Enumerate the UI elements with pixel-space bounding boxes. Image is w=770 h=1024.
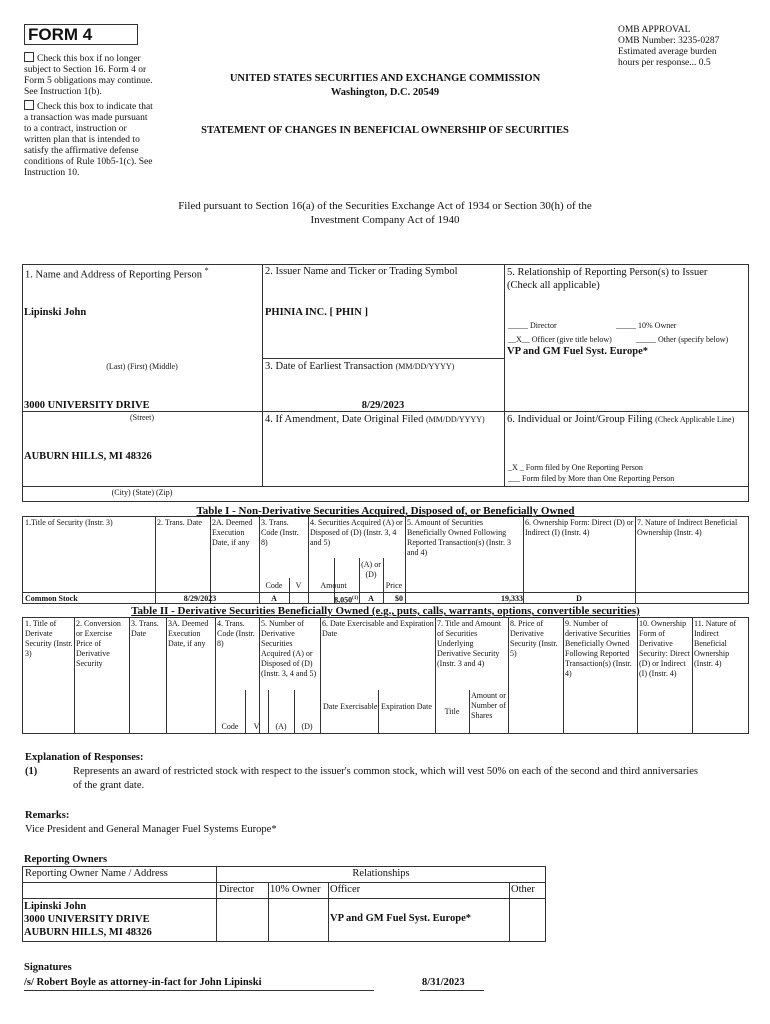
- t2-h11: 11. Nature of Indirect Beneficial Ownership (Instr. 4): [694, 619, 737, 668]
- box4-label: [265, 414, 485, 425]
- multi-person-filing-checkbox[interactable]: ___ Form filed by More than One Reporting Person: [508, 474, 675, 483]
- t1-row-date: 8/29/2023: [183, 594, 217, 603]
- t2-sub-title-label: Title: [444, 707, 460, 716]
- t1-col-5: [405, 516, 406, 604]
- t2-h3: 3. Trans. Date: [131, 619, 159, 638]
- signature-date-line: [420, 990, 484, 991]
- agency-name: UNITED STATES SECURITIES AND EXCHANGE COMMISSION: [229, 73, 541, 84]
- filed-pursuant-line-2: Investment Company Act of 1940: [310, 214, 460, 226]
- ro-col-4: [509, 882, 510, 942]
- t2-sub-a-label: (A): [275, 722, 287, 731]
- t2-col-4: [215, 617, 216, 734]
- t1-sub-aord-label: (A) or (D): [361, 560, 381, 579]
- explanation-text-1: Represents an award of restricted stock with respect to the issuer's common stock, which will vest 50% on each of the second and third anniversaries: [73, 766, 699, 777]
- no-longer-subject-checkbox-text: [24, 52, 154, 98]
- t1-h6: 6. Ownership Form: Direct (D) or Indirect (I) (Instr. 4): [525, 518, 634, 537]
- t1-h5: 5. Amount of Securities Beneficially Owned Following Reported Transaction(s) (Instr. 3 and 4): [407, 518, 511, 557]
- ro-col-director: Director: [219, 884, 254, 895]
- agency-location: Washington, D.C. 20549: [330, 87, 440, 98]
- ro-col-relationships: Relationships: [352, 868, 410, 879]
- ro-col-officer: Officer: [330, 884, 361, 895]
- ro-col-other: Other: [511, 884, 535, 895]
- box6-label-text: 6. Individual or Joint/Group Filing: [507, 414, 653, 425]
- other-checkbox[interactable]: _____ Other (specify below): [636, 335, 729, 344]
- omb-line-3: Estimated average burden: [618, 47, 717, 57]
- rule-10b5-checkbox-text: [24, 100, 154, 179]
- officer-checkbox[interactable]: __X__ Officer (give title below): [508, 335, 612, 344]
- t2-h9: 9. Number of derivative Securities Beneficially Owned Following Reported Transaction(s) (Instr. 4): [565, 619, 632, 678]
- grid-divider-2: [504, 264, 505, 486]
- omb-line-4: hours per response... 0.5: [618, 58, 711, 68]
- t1-h4: 4. Securities Acquired (A) or Disposed of (D) (Instr. 3, 4 and 5): [310, 518, 403, 547]
- reporting-person-name: Lipinski John: [24, 307, 87, 318]
- t1-col-1: [155, 516, 156, 604]
- t1-row-divider: [22, 592, 749, 593]
- explanation-heading: Explanation of Responses:: [25, 752, 144, 763]
- omb-approval: [618, 25, 758, 69]
- box1-mark: *: [204, 266, 209, 275]
- t2-h7: 7. Title and Amount of Securities Underlying Derivative Security (Instr. 3 and 4): [437, 619, 502, 668]
- one-person-filing-checkbox[interactable]: _X _ Form filed by One Reporting Person: [508, 463, 643, 472]
- t1-row-amount-value: 8,050: [334, 595, 353, 605]
- form-title: FORM 4: [28, 25, 93, 44]
- ro-owner-street: 3000 UNIVERSITY DRIVE: [24, 914, 150, 925]
- t2-sub-v-label: V: [253, 722, 260, 731]
- box3-format: (MM/DD/YYYY): [395, 362, 455, 371]
- t1-col-7: [635, 516, 636, 604]
- officer-title: VP and GM Fuel Syst. Europe*: [507, 346, 648, 357]
- reporting-person-city: AUBURN HILLS, MI 48326: [24, 451, 152, 462]
- t2-h8: 8. Price of Derivative Security (Instr. 5): [510, 619, 558, 658]
- t1-row-form: D: [576, 594, 582, 603]
- t2-col-6: [320, 617, 321, 734]
- box6-sub: (Check Applicable Line): [655, 415, 735, 424]
- t1-col-2: [210, 516, 211, 604]
- t2-col-9: [563, 617, 564, 734]
- ro-owner-address: [24, 900, 152, 939]
- ten-percent-owner-checkbox[interactable]: _____ 10% Owner: [616, 321, 677, 330]
- check2-label: Check this box to indicate that a transaction was made pursuant to a contract, instruction or written plan that is intended to satisfy the affirmative defense conditions of Rule 10b5-1(c). See Instruction 10.: [24, 102, 153, 178]
- t2-sub-d-label: (D): [301, 722, 313, 731]
- t2-h10: 10. Ownership Form of Derivative Security: Direct (D) or Indirect (I) (Instr. 4): [639, 619, 690, 678]
- t2-col-5: [259, 617, 260, 734]
- t1-row-price: $0: [395, 594, 403, 603]
- box1-label: [25, 266, 209, 281]
- street-label: (Street): [130, 413, 154, 422]
- t1-row-owned: 19,333: [501, 594, 523, 603]
- t1-h2a: 2A. Deemed Execution Date, if any: [212, 518, 253, 547]
- t2-col-10: [637, 617, 638, 734]
- grid-line-box4: [262, 411, 749, 412]
- ro-line-1: [22, 882, 546, 883]
- t2-col-3: [166, 617, 167, 734]
- ro-owner-name: Lipinski John: [24, 901, 87, 912]
- table1-title: Table I - Non-Derivative Securities Acquired, Disposed of, or Beneficially Owned: [196, 505, 575, 517]
- t2-sub-exp: [378, 690, 379, 734]
- t1-h7: 7. Nature of Indirect Beneficial Ownership (Instr. 4): [637, 518, 738, 537]
- t1-sub-v-label: V: [295, 581, 302, 590]
- signature-line: [24, 990, 374, 991]
- t2-sub-amount-label: Amount or Number of Shares: [471, 691, 506, 720]
- table2-title: Table II - Derivative Securities Beneficially Owned (e.g., puts, calls, warrants, options, convertible securities): [131, 605, 640, 617]
- box5-label: [507, 266, 747, 292]
- check1-label: Check this box if no longer subject to Section 16. Form 4 or Form 5 obligations may continue. See Instruction 1(b).: [24, 54, 153, 97]
- signatures-heading: Signatures: [24, 962, 72, 973]
- t2-sub-title: [469, 690, 470, 734]
- t1-row-code: A: [271, 594, 277, 603]
- t2-h1: 1. Title of Derivate Security (Instr. 3): [25, 619, 73, 658]
- t1-h1: 1.Title of Security (Instr. 3): [25, 518, 113, 527]
- name-parts-label: (Last) (First) (Middle): [106, 362, 178, 371]
- explanation-text-2: of the grant date.: [73, 780, 145, 791]
- box4-label-text: 4. If Amendment, Date Original Filed: [265, 414, 424, 425]
- box3-label-text: 3. Date of Earliest Transaction: [265, 361, 394, 372]
- box2-label: 2. Issuer Name and Ticker or Trading Symbol: [265, 266, 458, 277]
- t2-col-2: [129, 617, 130, 734]
- box6-label: [507, 414, 747, 426]
- t1-sub-price-label: Price: [385, 581, 403, 590]
- signature-date: 8/31/2023: [422, 977, 465, 988]
- t2-h3a: 3A. Deemed Execution Date, if any: [168, 619, 209, 648]
- t2-col-11: [692, 617, 693, 734]
- statement-title: STATEMENT OF CHANGES IN BENEFICIAL OWNERSHIP OF SECURITIES: [201, 125, 569, 136]
- t2-col-8: [508, 617, 509, 734]
- omb-line-2: OMB Number: 3235-0287: [618, 36, 720, 46]
- ro-officer-title: VP and GM Fuel Syst. Europe*: [330, 913, 471, 924]
- city-label: (City) (State) (Zip): [111, 488, 173, 497]
- earliest-transaction-date: 8/29/2023: [361, 400, 405, 411]
- t1-row-amount: [308, 594, 358, 606]
- t1-sub-amount-label: Amount: [320, 581, 347, 590]
- box5-label-text: 5. Relationship of Reporting Person(s) to Issuer: [507, 267, 708, 278]
- filed-pursuant-line-1: Filed pursuant to Section 16(a) of the Securities Exchange Act of 1934 or Section 30(h) of the: [178, 200, 592, 212]
- t2-sub-code-label: Code: [221, 722, 239, 731]
- t1-h2: 2. Trans. Date: [157, 518, 202, 527]
- t1-row-security: Common Stock: [25, 594, 78, 603]
- rule-10b5-checkbox[interactable]: [24, 100, 34, 110]
- reporting-person-street: 3000 UNIVERSITY DRIVE: [24, 400, 150, 411]
- director-checkbox[interactable]: _____ Director: [508, 321, 557, 330]
- box1-label-text: 1. Name and Address of Reporting Person: [25, 269, 203, 281]
- box5-sub: (Check all applicable): [507, 280, 600, 291]
- ro-col-2: [268, 882, 269, 942]
- remarks-heading: Remarks:: [25, 810, 70, 821]
- ro-col-3: [328, 882, 329, 942]
- grid-divider-1: [262, 264, 263, 486]
- t1-row-footnote: (1): [352, 596, 358, 601]
- remarks-text: Vice President and General Manager Fuel Systems Europe*: [25, 824, 277, 835]
- no-longer-subject-checkbox[interactable]: [24, 52, 34, 62]
- t1-row-aord: A: [368, 594, 374, 603]
- t2-h5: 5. Number of Derivative Securities Acquired (A) or Disposed of (D) (Instr. 3, 4 and 5): [261, 619, 317, 678]
- box3-label: [265, 361, 454, 372]
- t1-h3: 3. Trans. Code (Instr. 8): [261, 518, 299, 547]
- grid-line-bottom: [22, 486, 749, 487]
- reporting-owners-heading: Reporting Owners: [24, 854, 108, 865]
- t2-h4: 4. Trans. Code (Instr. 8): [217, 619, 255, 648]
- t2-col-1: [74, 617, 75, 734]
- ro-line-2: [22, 898, 546, 899]
- omb-line-1: OMB APPROVAL: [618, 25, 691, 35]
- t2-sub-expiration-label: Expiration Date: [381, 702, 432, 711]
- explanation-footnote-number: (1): [25, 766, 38, 777]
- ro-col-ten-percent: 10% Owner: [270, 884, 321, 895]
- issuer-name: PHINIA INC. [ PHIN ]: [265, 307, 368, 318]
- t2-h2: 2. Conversion or Exercise Price of Derivative Security: [76, 619, 121, 668]
- t2-sub-exercisable-label: Date Exercisable: [323, 702, 378, 711]
- ro-col-name: Reporting Owner Name / Address: [25, 868, 168, 879]
- ro-owner-city: AUBURN HILLS, MI 48326: [24, 927, 152, 938]
- t1-sub-code: Code: [265, 581, 283, 590]
- grid-line-street: [22, 411, 262, 412]
- signer-name: /s/ Robert Boyle as attorney-in-fact for John Lipinski: [24, 977, 262, 988]
- t1-col-6: [523, 516, 524, 604]
- box4-format: (MM/DD/YYYY): [425, 415, 485, 424]
- grid-line-box3: [262, 358, 504, 359]
- t2-h6: 6. Date Exercisable and Expiration Date: [322, 619, 434, 638]
